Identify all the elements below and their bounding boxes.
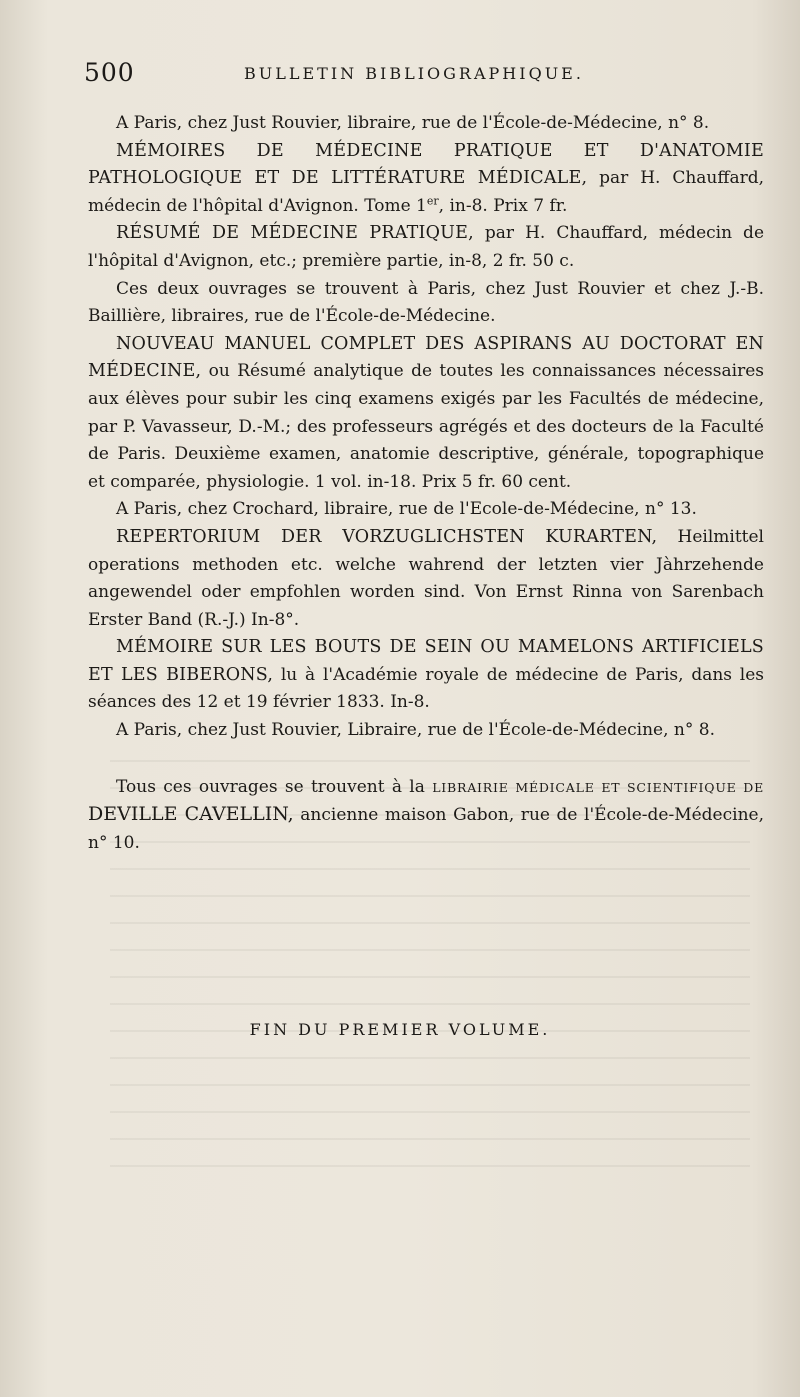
entry-imprint: A Paris, chez Just Rouvier, Libraire, rue de l'École-de-Médecine, n° 8. [116, 720, 716, 741]
closing-notice: Tous ces ouvrages se trouvent à la LIBRAIRIE MÉDICALE ET SCIENTIFIQUE DE DEVILLE CAVELLIN, ancienne maison Gabon, rue de l'École-de-Médecine, n° 10. [88, 776, 764, 853]
publisher-name: DEVILLE CAVELLIN, [88, 803, 294, 826]
paragraph-gap [88, 745, 764, 773]
entry-title: MÉMOIRE SUR LES BOUTS DE SEIN OU MAMELONS ARTIFICIELS ET LES BIBERONS, lu à l'Académie royale de médecine de Paris, dans les séances des 12 et 19 février 1833. In-8. [88, 637, 765, 713]
entry-note: Ces deux ouvrages se trouvent à Paris, chez Just Rouvier et chez J.-B. Baillière, libraires, rue de l'École-de-Médecine. [88, 278, 764, 327]
entry-heading: MÉMOIRE SUR LES BOUTS DE SEIN OU MAMELONS ARTIFICIELS ET LES BIBERONS, [88, 637, 764, 685]
running-title: BULLETIN BIBLIOGRAPHIQUE. [244, 64, 584, 83]
entry-heading: MÉMOIRES DE MÉDECINE PRATIQUE ET D'ANATOMIE PATHOLOGIQUE ET DE LITTÉRATURE MÉDICALE, [88, 140, 764, 189]
page-number: 500 [84, 58, 135, 87]
page-header [84, 58, 760, 90]
entry-title: RÉSUMÉ DE MÉDECINE PRATIQUE, par H. Chauffard, médecin de l'hôpital d'Avignon, etc.; première partie, in-8, 2 fr. 50 c. [88, 223, 765, 271]
entry-imprint: A Paris, chez Crochard, libraire, rue de l'Ecole-de-Médecine, n° 13. [116, 499, 697, 520]
entry-imprint: A Paris, chez Just Rouvier, libraire, rue de l'École-de-Médecine, n° 8. [116, 113, 710, 133]
publisher-small-caps: LIBRAIRIE MÉDICALE ET SCIENTIFIQUE DE [432, 779, 764, 795]
entry-title: MÉMOIRES DE MÉDECINE PRATIQUE ET D'ANATOMIE PATHOLOGIQUE ET DE LITTÉRATURE MÉDICALE, par H. Chauffard, médecin de l'hôpital d'Avignon. Tome 1er, in-8. Prix 7 fr. [88, 140, 765, 216]
entry-heading: REPERTORIUM DER VORZUGLICHSTEN KURARTEN, [116, 526, 658, 547]
entry-title: NOUVEAU MANUEL COMPLET DES ASPIRANS AU DOCTORAT EN MÉDECINE, ou Résumé analytique de toutes les connaissances nécessaires aux élèves pour subir les cinq examens exigés par les Facultés de médecine, par P. Vavasseur, D.-M.; des professeurs agrégés et des docteurs de la Faculté de Paris. Deuxième examen, anatomie descriptive, générale, topographique et comparée, physiologie. 1 vol. in-18. Prix 5 fr. 60 cent. [88, 333, 764, 492]
fin-du-volume: FIN DU PREMIER VOLUME. [249, 1020, 551, 1039]
entry-heading: RÉSUMÉ DE MÉDECINE PRATIQUE, [116, 223, 474, 244]
bibliography-body [88, 110, 764, 857]
entry-heading: NOUVEAU MANUEL COMPLET DES ASPIRANS AU DOCTORAT EN MÉDECINE, [88, 333, 764, 382]
entry-title: REPERTORIUM DER VORZUGLICHSTEN KURARTEN, Heilmittel operations methoden etc. welche wahrend der letzten vier Jàhrzehende angewendel oder empfohlen worden sind. Von Ernst Rinna von Sarenbach Erster Band (R.-J.) In-8°. [88, 526, 764, 630]
